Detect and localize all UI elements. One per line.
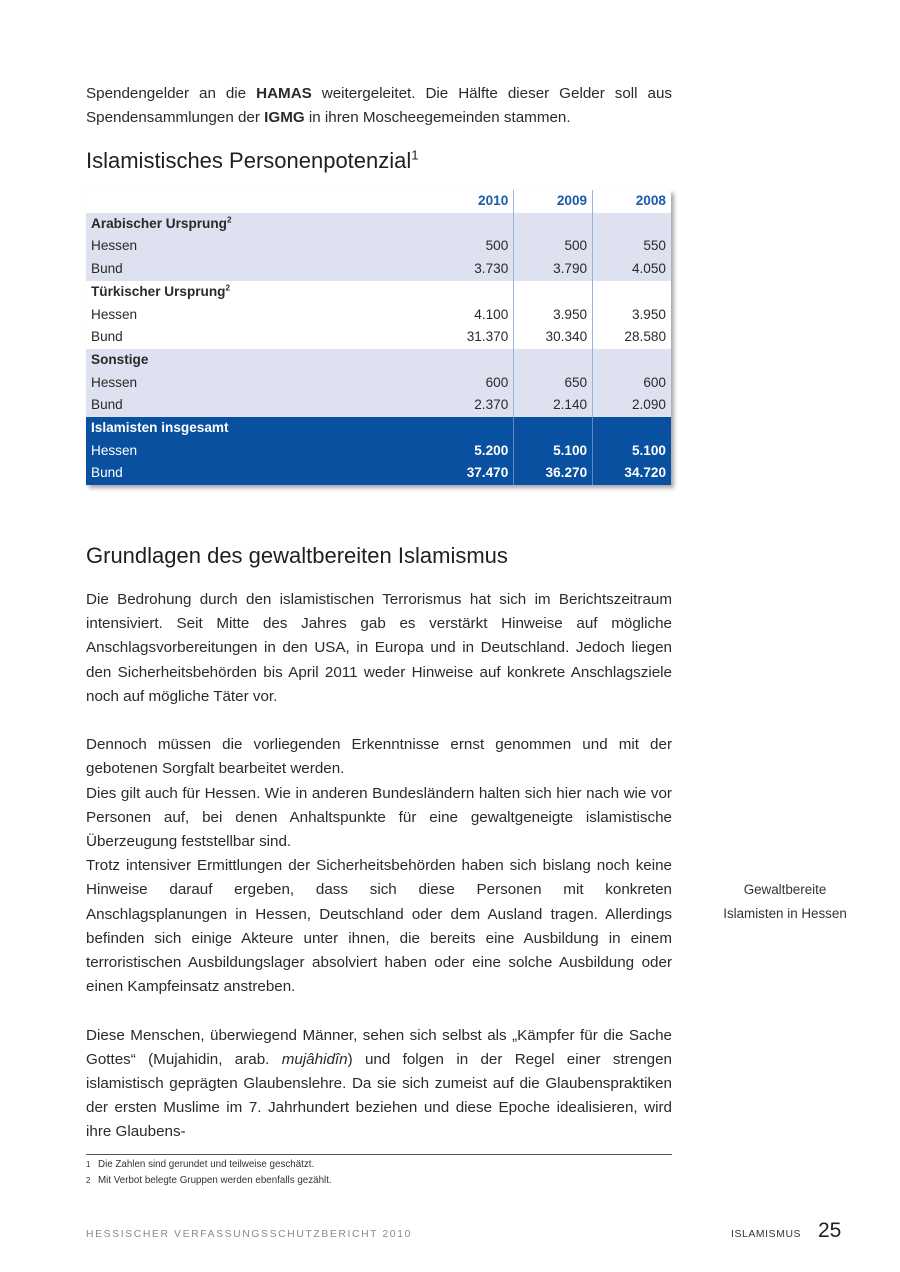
footnote-text: Mit Verbot belegte Gruppen werden ebenfalls gezählt. [98,1175,332,1186]
section-heading-personenpotenzial [86,148,419,174]
value-cell: 34.720 [593,462,671,485]
body-paragraph: Dies gilt auch für Hessen. Wie in anderen Bundesländern halten sich hier nach wie vor Personen auf, bei denen Anhaltspunkte für eine gewaltgeneigte islamistische Überzeugung feststellbar sind. [86,784,672,851]
heading-text: Islamistisches Personenpotenzial [86,148,412,173]
value-cell: 5.100 [593,440,671,463]
table-row [86,258,671,281]
row-label: Hessen [86,440,435,463]
value-cell: 2.370 [435,394,513,417]
empty-cell [435,281,513,304]
value-cell: 37.470 [435,462,513,485]
empty-cell [514,281,593,304]
intro-paragraph [86,82,672,130]
row-label: Bund [86,258,435,281]
footnote-ref: 2 [226,215,232,225]
value-cell: 4.050 [593,258,671,281]
table-group-row [86,349,671,372]
group-title: Arabischer Ursprung [91,215,227,231]
value-cell: 650 [514,372,593,395]
empty-cell [514,213,593,236]
table-header-row [86,190,671,213]
group-title-cell [86,349,435,372]
table-header-empty [86,190,435,213]
table-row [86,372,671,395]
body-paragraph: Dennoch müssen die vorliegenden Erkenntnisse ernst genommen und mit der gebotenen Sorgfalt bearbeitet werden. [86,736,672,778]
body-text [86,588,672,1145]
footnote-number: 2 [86,1176,91,1185]
body-text-span: ) und folgen in der Regel einer strengen islamistisch geprägten Glaubenslehre. Da sie sich zumeist auf die Glaubenspraktiken der ersten Muslime im 7. Jahrhundert beziehen und diese Epoche idealisieren, wird ihre Glaubens- [86,1050,672,1141]
value-cell: 2.090 [593,394,671,417]
empty-cell [593,281,671,304]
table-row [86,304,671,327]
row-label: Hessen [86,304,435,327]
running-footer-section: ISLAMISMUS [731,1229,802,1240]
footnote [86,1157,666,1173]
body-paragraph [86,1024,672,1145]
value-cell: 500 [514,235,593,258]
margin-note-line: Islamisten in Hessen [723,906,847,921]
footnote-ref: 2 [225,283,231,293]
empty-cell [593,349,671,372]
table-row [86,326,671,349]
intro-text: in ihren Moscheegemeinden stammen. [304,109,571,126]
value-cell: 5.100 [514,440,593,463]
margin-note [700,878,870,926]
empty-cell [435,349,513,372]
margin-note-line: Gewaltbereite [743,882,827,897]
body-paragraph: Trotz intensiver Ermittlungen der Sicherheitsbehörden haben sich bislang noch keine Hinweise darauf ergeben, dass sich diese Personen mit konkreten Anschlagsplanungen in Hessen, Deutschland oder dem Ausland tragen. Allerdings befinden sich einige Akteure unter ihnen, die bereits eine Ausbildung in einem terroristischen Ausbildungslager absolviert haben oder eine solche Ausbildung oder einen Kampfeinsatz anstreben. [86,857,672,996]
group-title: Sonstige [91,351,149,367]
intro-text: Spendengelder an die [86,85,257,102]
value-cell: 5.200 [435,440,513,463]
value-cell: 4.100 [435,304,513,327]
row-label: Hessen [86,372,435,395]
footnote-ref: 1 [411,147,419,163]
value-cell: 31.370 [435,326,513,349]
year-header: 2008 [593,190,671,213]
empty-cell [593,417,671,440]
table-body [86,213,671,485]
value-cell: 3.730 [435,258,513,281]
table-row [86,394,671,417]
footnote-text: Die Zahlen sind gerundet und teilweise geschätzt. [98,1159,315,1170]
intro-text: weitergeleitet. Die Hälfte dieser Gelder soll aus Spendensammlungen der [86,85,672,126]
empty-cell [514,349,593,372]
group-title: Islamisten insgesamt [91,420,229,436]
row-label: Bund [86,462,435,485]
value-cell: 500 [435,235,513,258]
value-cell: 28.580 [593,326,671,349]
footnote-rule [86,1154,672,1155]
value-cell: 36.270 [514,462,593,485]
row-label: Hessen [86,235,435,258]
row-label: Bund [86,326,435,349]
personenpotenzial-table-container [86,190,671,485]
group-title-cell [86,213,435,236]
empty-cell [435,417,513,440]
body-italic-term: mujâhidîn [281,1050,348,1068]
table-row [86,440,671,463]
table-group-row [86,281,671,304]
group-title-cell [86,281,435,304]
value-cell: 3.950 [593,304,671,327]
group-title: Türkischer Ursprung [91,283,226,299]
table-group-row [86,213,671,236]
value-cell: 600 [435,372,513,395]
value-cell: 3.790 [514,258,593,281]
year-header: 2009 [514,190,593,213]
value-cell: 30.340 [514,326,593,349]
body-paragraph: Die Bedrohung durch den islamistischen Terrorismus hat sich im Berichtszeitraum intensiviert. Seit Mitte des Jahres gab es verstärkt Hinweise auf mögliche Anschlagsvorbereitungen in den USA, in Europa und in Deutschland. Jedoch liegen den Sicherheitsbehörden bis April 2011 weder Hinweise auf konkrete Anschlagsziele noch auf mögliche Täter vor. [86,591,672,705]
value-cell: 550 [593,235,671,258]
table-group-row [86,417,671,440]
row-label: Bund [86,394,435,417]
footnote [86,1173,666,1189]
section-heading-grundlagen: Grundlagen des gewaltbereiten Islamismus [86,543,508,568]
page-number: 25 [818,1219,842,1242]
intro-bold-igmg: IGMG [264,109,305,126]
running-footer-title: HESSISCHER VERFASSUNGSSCHUTZBERICHT 2010 [86,1229,412,1240]
intro-bold-hamas: HAMAS [256,85,312,102]
empty-cell [514,417,593,440]
empty-cell [593,213,671,236]
footnote-number: 1 [86,1160,91,1169]
body-text-span: Diese Menschen, überwiegend Männer, sehen sich selbst als „Kämpfer für die Sache Gottes“ (Mujahidin, arab. [86,1026,672,1068]
value-cell: 2.140 [514,394,593,417]
table-row [86,462,671,485]
value-cell: 3.950 [514,304,593,327]
group-title-cell [86,417,435,440]
empty-cell [435,213,513,236]
year-header: 2010 [435,190,513,213]
table-row [86,235,671,258]
personenpotenzial-table [86,190,671,485]
value-cell: 600 [593,372,671,395]
